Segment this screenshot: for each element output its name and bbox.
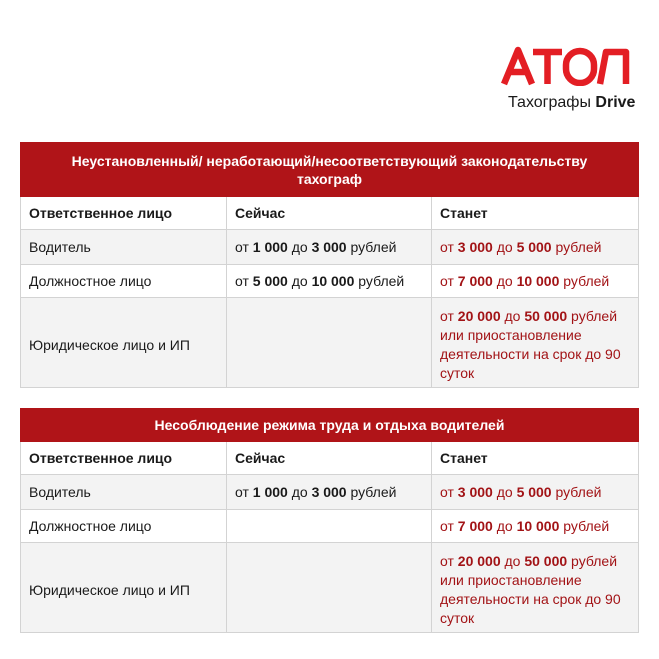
table-row — [21, 543, 639, 633]
cell-then: от 7 000 до 10 000 рублей — [432, 265, 639, 298]
cell-person: Водитель — [21, 230, 227, 265]
cell-now — [227, 543, 432, 633]
table-row — [21, 475, 639, 510]
cell-now — [227, 510, 432, 543]
column-header-person: Ответственное лицо — [21, 442, 227, 475]
cell-person: Должностное лицо — [21, 510, 227, 543]
cell-person: Юридическое лицо и ИП — [21, 298, 227, 388]
cell-person: Юридическое лицо и ИП — [21, 543, 227, 633]
atol-logo — [488, 46, 638, 116]
table-title: Несоблюдение режима труда и отдыха водителей — [21, 409, 639, 442]
table-title: Неустановленный/ неработающий/несоответствующий законодательству тахограф — [21, 143, 639, 197]
fines-table-tachograph — [20, 142, 639, 388]
cell-person: Должностное лицо — [21, 265, 227, 298]
cell-then: от 20 000 до 50 000 рублей или приостановление деятельности на срок до 90 суток — [432, 543, 639, 633]
table-row — [21, 298, 639, 388]
table-row — [21, 230, 639, 265]
cell-now: от 5 000 до 10 000 рублей — [227, 265, 432, 298]
cell-now: от 1 000 до 3 000 рублей — [227, 475, 432, 510]
cell-then: от 3 000 до 5 000 рублей — [432, 475, 639, 510]
cell-then: от 3 000 до 5 000 рублей — [432, 230, 639, 265]
table-row — [21, 265, 639, 298]
atol-wordmark-logo — [500, 46, 632, 86]
cell-now: от 1 000 до 3 000 рублей — [227, 230, 432, 265]
table-row — [21, 510, 639, 543]
column-header-now: Сейчас — [227, 442, 432, 475]
cell-now — [227, 298, 432, 388]
cell-person: Водитель — [21, 475, 227, 510]
logo-subtitle: Тахографы Drive — [508, 94, 636, 111]
column-header-person: Ответственное лицо — [21, 197, 227, 230]
cell-then: от 20 000 до 50 000 рублей или приостановление деятельности на срок до 90 суток — [432, 298, 639, 388]
column-header-then: Станет — [432, 197, 639, 230]
cell-then: от 7 000 до 10 000 рублей — [432, 510, 639, 543]
column-header-now: Сейчас — [227, 197, 432, 230]
column-header-then: Станет — [432, 442, 639, 475]
fines-table-work-rest — [20, 408, 639, 633]
